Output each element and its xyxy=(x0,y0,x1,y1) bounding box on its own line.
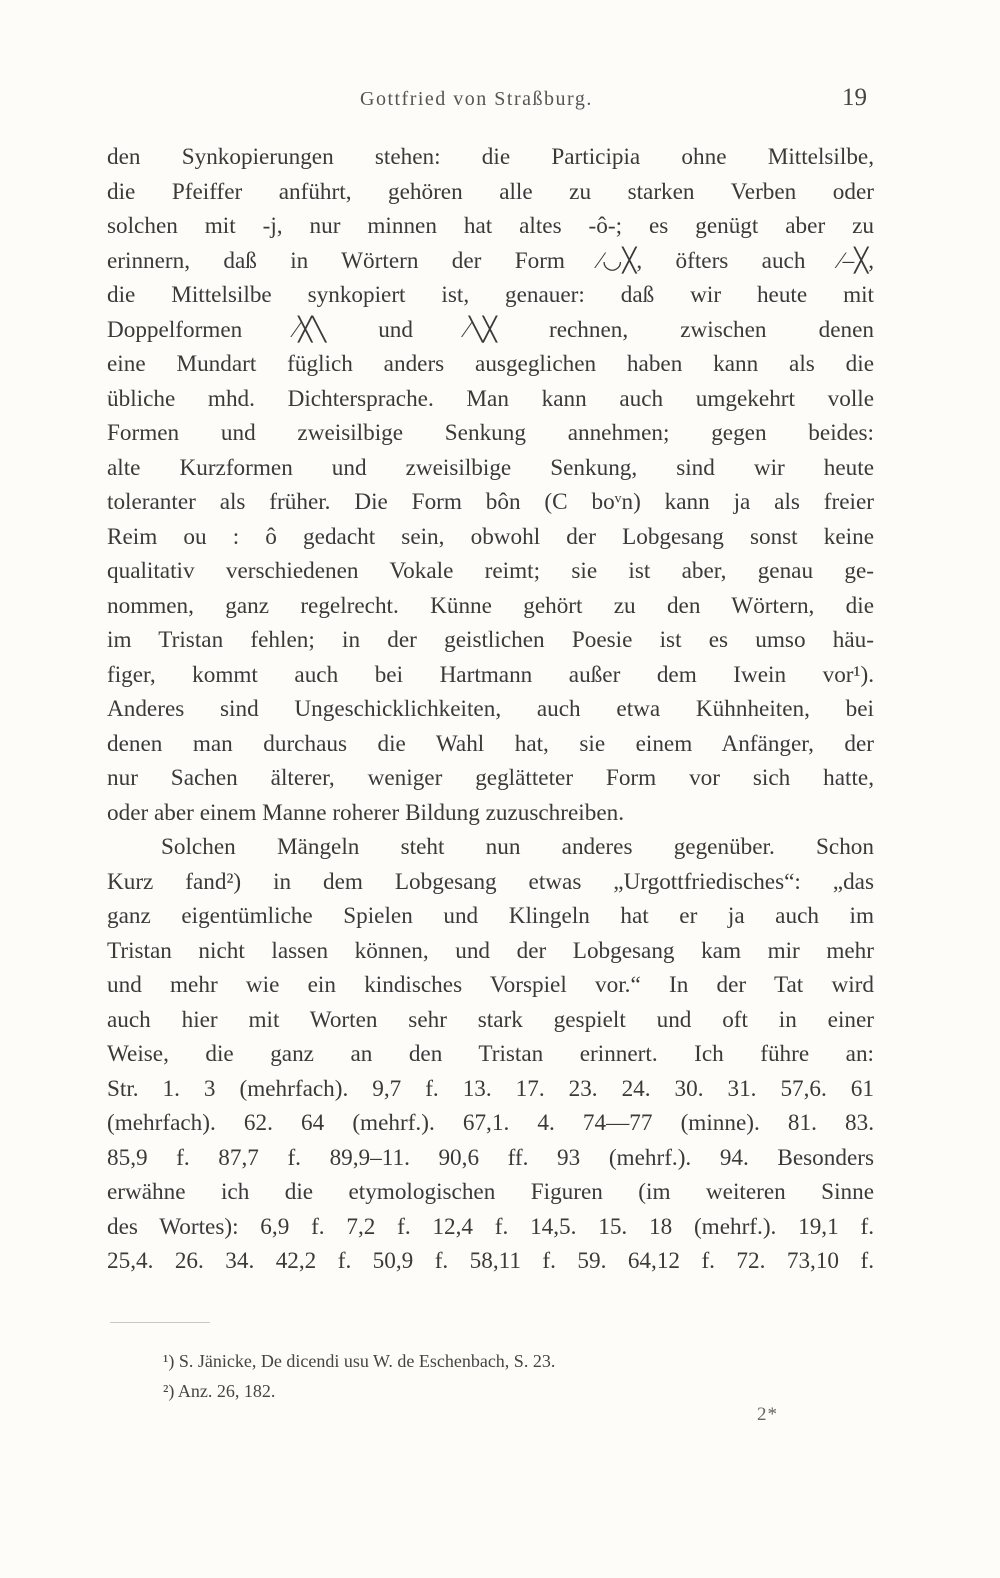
text-line: toleranter als früher. Die Form bôn (C boᵛn) kann ja als freier xyxy=(107,489,874,515)
running-head-title: Gottfried von Straßburg. xyxy=(360,88,593,110)
text-line: nur Sachen älterer, weniger geglätteter Form vor sich hatte, xyxy=(107,765,874,791)
running-head xyxy=(0,84,1000,120)
text-line: auch hier mit Worten sehr stark gespielt und oft in einer xyxy=(107,1006,874,1033)
body-text xyxy=(107,140,874,1279)
text-line: Formen und zweisilbige Senkung annehmen; gegen beides: xyxy=(107,420,874,446)
text-line: des Wortes): 6,9 f. 7,2 f. 12,4 f. 14,5. 15. 18 (mehrf.). 19,1 f. xyxy=(107,1213,874,1240)
text-line: solchen mit -j, nur minnen hat altes -ô-; es genügt aber zu xyxy=(107,213,874,239)
footnote-1: ¹) S. Jänicke, De dicendi usu W. de Eschenbach, S. 23. xyxy=(163,1351,556,1371)
text-line: Str. 1. 3 (mehrfach). 9,7 f. 13. 17. 23. 24. 30. 31. 57,6. 61 xyxy=(107,1075,874,1102)
text-line: Anderes sind Ungeschicklichkeiten, auch etwa Kühnheiten, bei xyxy=(107,696,874,722)
text-line: Tristan nicht lassen können, und der Lobgesang kam mir mehr xyxy=(107,937,874,964)
text-line: erwähne ich die etymologischen Figuren (im weiteren Sinne xyxy=(107,1179,874,1205)
signature-mark: 2* xyxy=(757,1404,778,1425)
text-line: übliche mhd. Dichtersprache. Man kann auch umgekehrt volle xyxy=(107,385,874,412)
text-line: und mehr wie ein kindisches Vorspiel vor.“ In der Tat wird xyxy=(107,972,874,998)
text-line: ganz eigentümliche Spielen und Klingeln hat er ja auch im xyxy=(107,903,874,929)
footnotes xyxy=(163,1346,863,1406)
text-line: Reim ou : ô gedacht sein, obwohl der Lobgesang sonst keine xyxy=(107,523,874,550)
text-line: Solchen Mängeln steht nun anderes gegenüber. Schon xyxy=(161,834,874,860)
text-line: oder aber einem Manne roherer Bildung zuzuschreiben. xyxy=(107,799,624,826)
text-line: 25,4. 26. 34. 42,2 f. 50,9 f. 58,11 f. 59. 64,12 f. 72. 73,10 f. xyxy=(107,1248,874,1274)
text-line: nommen, ganz regelrecht. Künne gehört zu den Wörtern, die xyxy=(107,592,874,619)
text-line: die Mittelsilbe synkopiert ist, genauer: daß wir heute mit xyxy=(107,282,874,308)
text-line: den Synkopierungen stehen: die Participia ohne Mittelsilbe, xyxy=(107,144,874,170)
text-line: Kurz fand²) in dem Lobgesang etwas „Urgottfriedisches“: „das xyxy=(107,868,874,895)
text-line: denen man durchaus die Wahl hat, sie einem Anfänger, der xyxy=(107,730,874,757)
text-line: alte Kurzformen und zweisilbige Senkung, sind wir heute xyxy=(107,454,874,481)
text-line: (mehrfach). 62. 64 (mehrf.). 67,1. 4. 74—77 (minne). 81. 83. xyxy=(107,1110,874,1136)
text-line: 85,9 f. 87,7 f. 89,9–11. 90,6 ff. 93 (mehrf.). 94. Besonders xyxy=(107,1144,874,1171)
text-line: Weise, die ganz an den Tristan erinnert. Ich führe an: xyxy=(107,1041,874,1067)
text-line: die Pfeiffer anführt, gehören alle zu starken Verben oder xyxy=(107,178,874,205)
text-line: eine Mundart füglich anders ausgeglichen haben kann als die xyxy=(107,351,874,377)
text-line: erinnern, daß in Wörtern der Form ⁄◡╳, öfters auch ⁄–╳, xyxy=(107,247,874,274)
footnote-divider xyxy=(110,1322,210,1323)
text-line: figer, kommt auch bei Hartmann außer dem Iwein vor¹). xyxy=(107,661,874,688)
text-line: qualitativ verschiedenen Vokale reimt; sie ist aber, genau ge- xyxy=(107,558,874,584)
text-line: im Tristan fehlen; in der geistlichen Poesie ist es umso häu- xyxy=(107,627,874,653)
footnote-2: ²) Anz. 26, 182. xyxy=(163,1381,276,1401)
text-line: Doppelformen ⁄╳╲ und ⁄╲╳ rechnen, zwischen denen xyxy=(107,316,874,343)
page-number: 19 xyxy=(842,84,867,111)
